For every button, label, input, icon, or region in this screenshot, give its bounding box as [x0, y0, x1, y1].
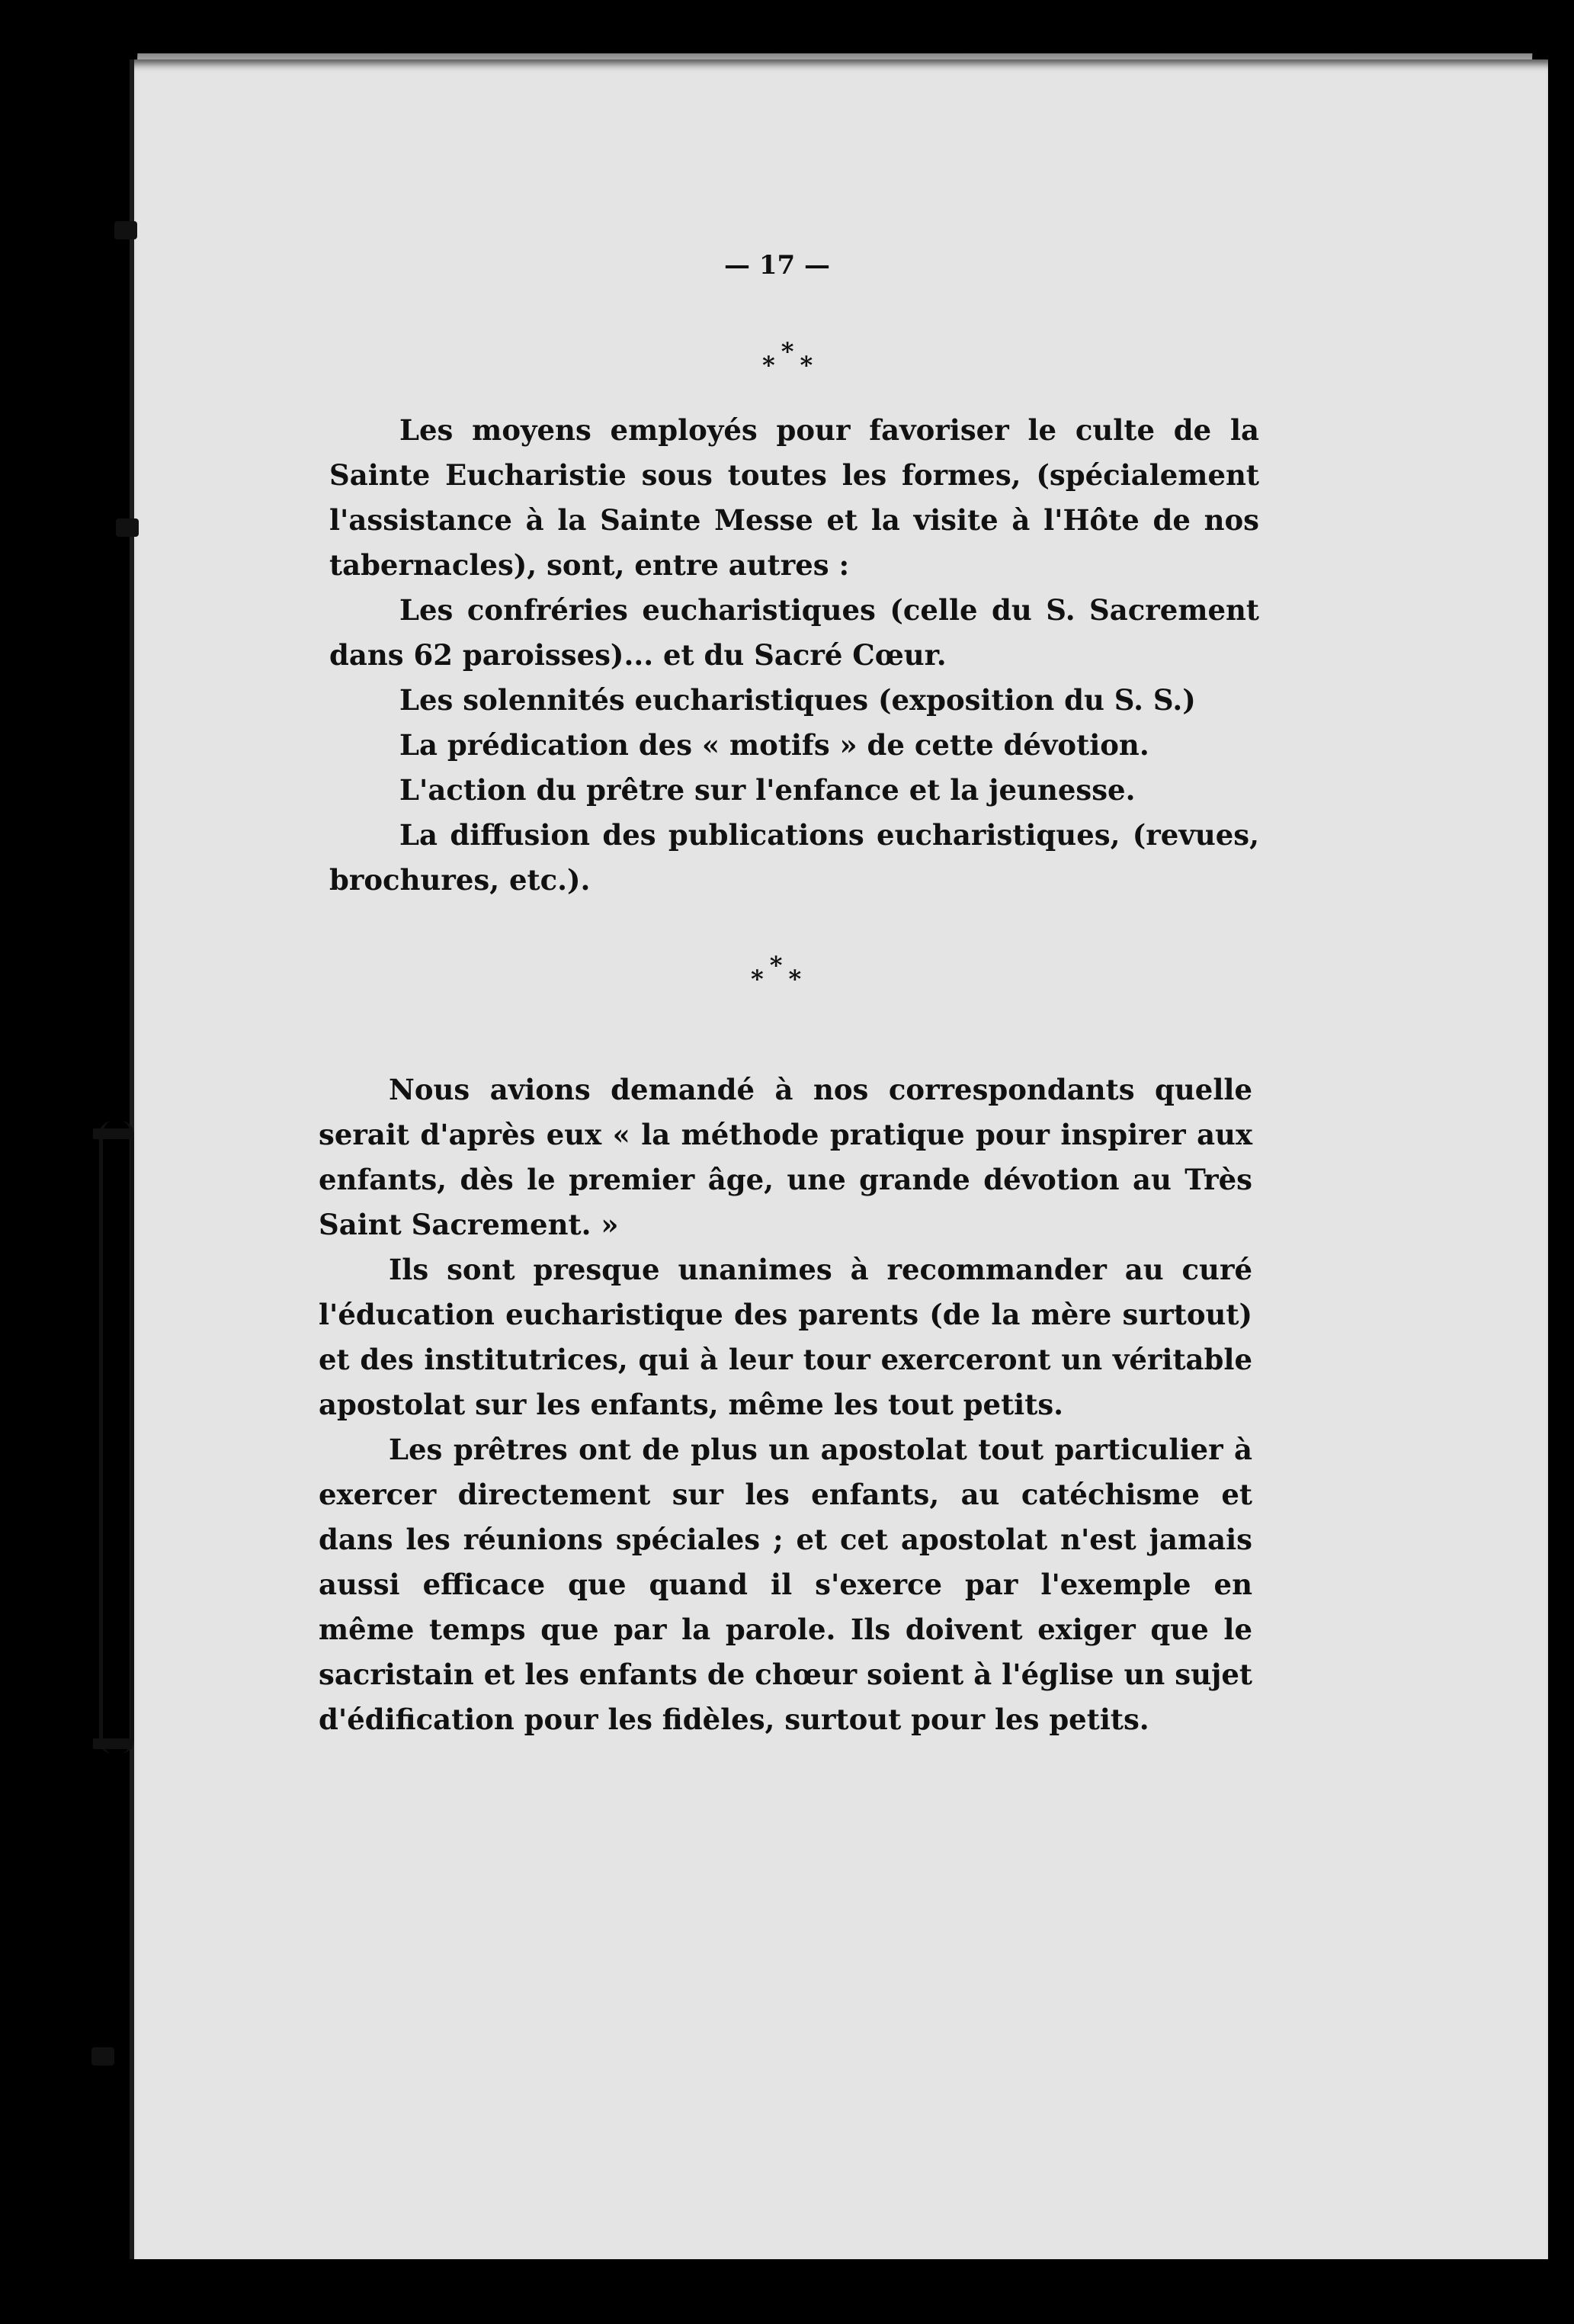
paragraph: Les prêtres ont de plus un apostolat tout particulier à exercer directement sur les enfants, au catéchisme et dans les réunions spéciales ; et cet apostolat n'est jamais aussi efficace que quand il s'exerce par l'exemple en même temps que par la parole. Ils doivent exiger que le sacristain et les enfants de chœur soient à l'église un sujet d'édification pour les fidèles, surtout pour les petits. [319, 1433, 1252, 1736]
paragraph: Ils sont presque unanimes à recommander au curé l'éducation eucharistique des parents (de la mère surtout) et des institutrices, qui à leur tour exerceront un véritable apostolat sur les enfants, même les tout petits. [319, 1253, 1252, 1421]
paragraph: Les confréries eucharistiques (celle du S. Sacrement dans 62 paroisses)... et du Sacré Cœur. [329, 593, 1259, 672]
section-2-text [319, 1067, 1252, 1742]
binding-cap-bottom [93, 1738, 133, 1749]
paragraph: Les solennités eucharistiques (exposition du S. S.) [399, 683, 1196, 717]
section-1-text [329, 408, 1259, 903]
paragraph: Les moyens employés pour favoriser le culte de la Sainte Eucharistie sous toutes les formes, (spécialement l'assistance à la Sainte Messe et la visite à l'Hôte de nos tabernacles), sont, entre autres : [329, 413, 1259, 582]
binding-strap [99, 1121, 134, 1754]
margin-mark [91, 2047, 114, 2066]
paragraph: Nous avions demandé à nos correspondants quelle serait d'après eux « la méthode pratique pour inspirer aux enfants, dès le premier âge, une grande dévotion au Très Saint Sacrement. » [319, 1073, 1252, 1241]
section-separator: *** [751, 951, 808, 993]
paragraph: L'action du prêtre sur l'enfance et la jeunesse. [399, 773, 1136, 807]
margin-mark [116, 518, 139, 537]
binding-cap-top [93, 1128, 133, 1139]
page-number: — 17 — [724, 250, 830, 281]
paragraph: La prédication des « motifs » de cette dévotion. [399, 728, 1149, 762]
margin-mark [114, 221, 137, 239]
paragraph: La diffusion des publications eucharistiques, (revues, brochures, etc.). [329, 818, 1259, 897]
section-separator: *** [762, 337, 819, 380]
